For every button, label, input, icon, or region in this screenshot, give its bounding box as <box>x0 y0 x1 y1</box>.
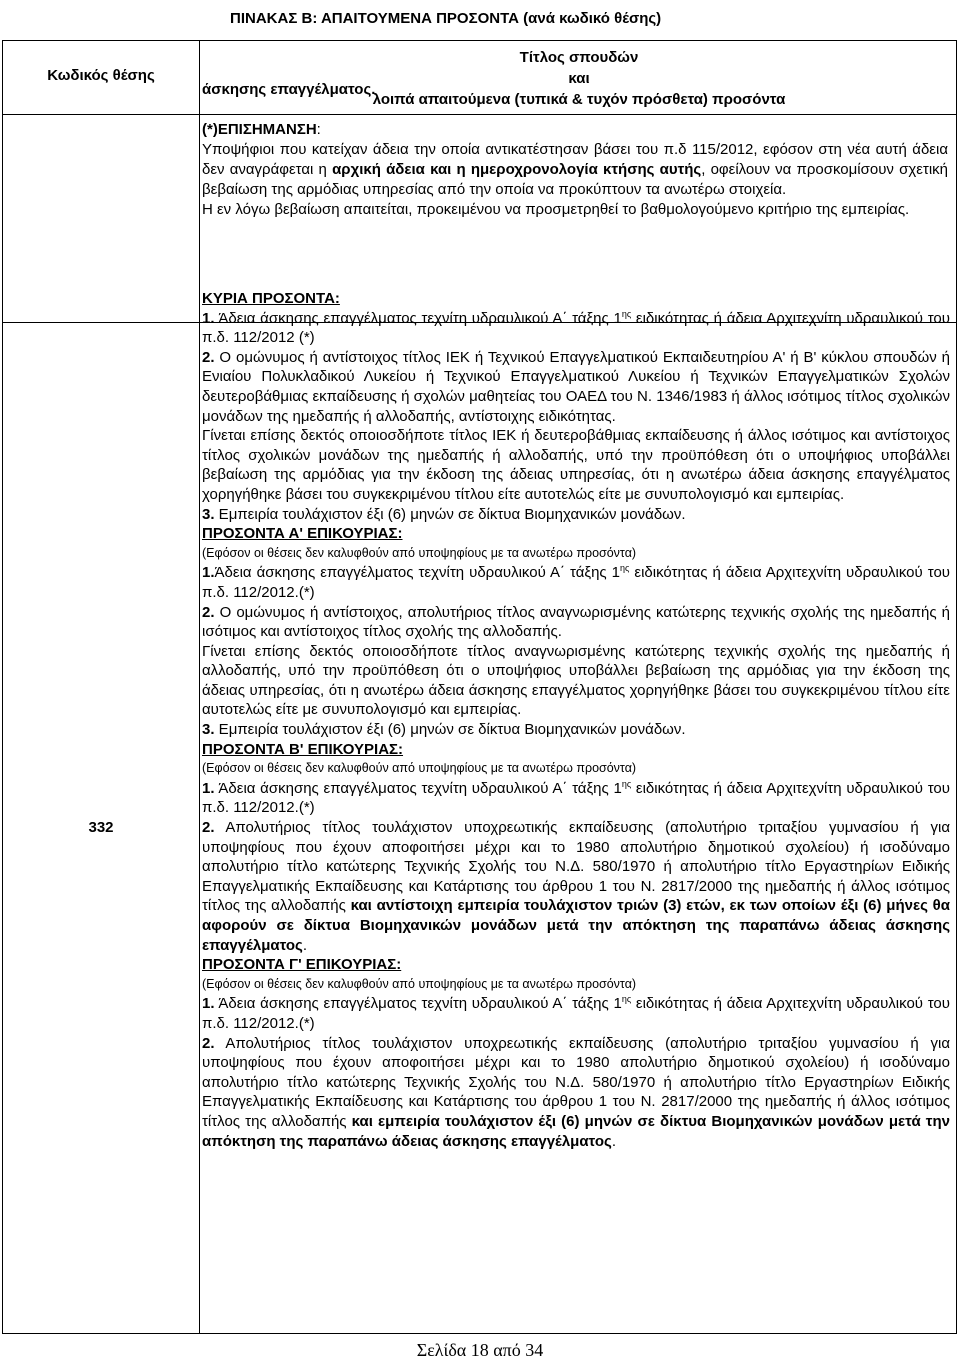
header-code-column: Κωδικός θέσης <box>47 67 155 84</box>
note-title: (*)ΕΠΙΣΗΜΑΝΣΗ: <box>202 121 321 138</box>
note-carryover-line: άσκησης επαγγέλματος. <box>202 81 376 98</box>
aux-c-item-1: 1. Άδεια άσκησης επαγγέλματος τεχνίτη υδραυλικού Α΄ τάξης $1^{\eta\varsigma}$ ειδικότητας ή άδεια Αρχιτεχνίτη υδραυλικού του π.δ. 112/2012.(*) <box>202 994 950 1032</box>
column-divider <box>199 41 200 1333</box>
position-code: 332 <box>88 819 114 836</box>
note-paragraph-2: Η εν λόγω βεβαίωση απαιτείται, προκειμένου να προσμετρηθεί το βαθμολογούμενο κριτήριο της εμπειρίας. <box>202 201 910 218</box>
aux-a-item-2-extra: Γίνεται επίσης δεκτός οποιοσδήποτε τίτλος αναγνωρισμένης κατώτερης τεχνικής σχολής της ημεδαπής ή αλλοδαπής, υπό την προϋπόθεση ότι ο υποψήφιος υποβάλλει βεβαίωση της αρμόδιας για την έκδοση της άδειας υπηρεσίας, ότι η ανωτέρω άδεια άσκησης επαγγέλματος χορηγήθηκε βάσει του συγκεκριμένου τίτλου είτε αυτοτελώς είτε με συνυπολογισμό και εμπειρίας. <box>202 642 950 719</box>
main-item-2: 2. Ο ομώνυμος ή αντίστοιχος τίτλος ΙΕΚ ή Τεχνικού Επαγγελματικού Εκπαιδευτηρίου Α' ή Β' κύκλου σπουδών ή Ενιαίου Πολυκλαδικού Λυκείου ή Τεχνικού Επαγγελματικού Λυκείου ή Τεχνικών Επαγγελματικών Σχολών δευτεροβάθμιας εκπαίδευσης ή σχολών μαθητείας του ΟΑΕΔ του Ν. 1346/1983 ή άλλος ισότιμος τίτλος σχολικών μονάδων της ημεδαπής ή αλλοδαπής, αντίστοιχης ειδικότητας. <box>202 348 950 425</box>
aux-a-title: ΠΡΟΣΟΝΤΑ Α' ΕΠΙΚΟΥΡΙΑΣ: <box>202 525 403 543</box>
main-item-3: 3. Εμπειρία τουλάχιστον έξι (6) μηνών σε δίκτυα Βιομηχανικών μονάδων. <box>202 505 686 523</box>
aux-b-item-2: 2. Απολυτήριος τίτλος τουλάχιστον υποχρεωτικής εκπαίδευσης (απολυτήριο τριταξίου γυμνασίου ή για υποψηφίους που έχουν αποφοιτήσει μέχρι και το 1980 απολυτήριο δημοτικού σχολείου) ή ισοδύναμο απολυτήριο τίτλο κατώτερης Τεχνικής Σχολής του Ν.Δ. 580/1970 ή απολυτήριο τίτλο Εργαστηρίων Ειδικής Επαγγελματικής Εκπαίδευσης και Κατάρτισης του άρθρου 1 του Ν. 2817/2000 της ημεδαπής ή άλλος ισότιμος τίτλος της αλλοδαπής και αντίστοιχη εμπειρία τουλάχιστον τριών (3) ετών, εκ των οποίων έξι (6) μήνες θα αφορούν σε δίκτυα Βιομηχανικών μονάδων μετά την απόκτηση της παραπάνω άδειας άσκησης επαγγέλματος. <box>202 819 950 954</box>
note-paragraph-1: Υποψήφιοι που κατείχαν άδεια την οποία αντικατέστησαν βάσει του π.δ 115/2012, εφόσον στη νέα αυτή άδεια δεν αναγράφεται η αρχική άδεια και η ημεροχρονολογία κτήσης αυτής, οφείλουν να προσκομίσουν σχετική βεβαίωση της αρμόδιας υπηρεσίας από την οποία να προκύπτουν τα ανωτέρω στοιχεία. <box>202 141 948 198</box>
aux-a-item-2: 2. Ο ομώνυμος ή αντίστοιχος, απολυτήριος τίτλος αναγνωρισμένης κατώτερης τεχνικής σχολής της ημεδαπής ή ισότιμος και αντίστοιχος τίτλος σχολής της αλλοδαπής. <box>202 603 950 641</box>
aux-c-note: (Εφόσον οι θέσεις δεν καλυφθούν από υποψηφίους με τα ανωτέρω προσόντα) <box>202 976 637 991</box>
table-heading: ΠΙΝΑΚΑΣ Β: ΑΠΑΙΤΟΥΜΕΝΑ ΠΡΟΣΟΝΤΑ (ανά κωδικό θέσης) <box>230 10 662 27</box>
note-block <box>202 80 948 220</box>
aux-b-title: ΠΡΟΣΟΝΤΑ Β' ΕΠΙΚΟΥΡΙΑΣ: <box>202 740 404 758</box>
aux-c-item-2: 2. Απολυτήριος τίτλος τουλάχιστον υποχρεωτικής εκπαίδευσης (απολυτήριο τριταξίου γυμνασίου ή για υποψηφίους που έχουν αποφοιτήσει μέχρι και το 1980 απολυτήριο δημοτικού σχολείου) ή ισοδύναμο απολυτήριο τίτλο κατώτερης Τεχνικής Σχολής του Ν.Δ. 580/1970 ή απολυτήριο τίτλο Εργαστηρίων Ειδικής Επαγγελματικής Εκπαίδευσης και Κατάρτισης του άρθρου 1 του Ν. 2817/2000 της ημεδαπής ή άλλος ισότιμος τίτλος της αλλοδαπής και εμπειρία τουλάχιστον έξι (6) μηνών σε δίκτυα Βιομηχανικών μονάδων μετά την απόκτηση της παραπάνω άδειας άσκησης επαγγέλματος. <box>202 1034 950 1150</box>
aux-b-item-1: 1. Άδεια άσκησης επαγγέλματος τεχνίτη υδραυλικού Α΄ τάξης $1^{\eta\varsigma}$ ειδικότητας ή άδεια Αρχιτεχνίτη υδραυλικού του π.δ. 112/2012.(*) <box>202 778 950 817</box>
page-footer: Σελίδα 18 από 34 <box>416 1340 544 1360</box>
main-item-2-extra: Γίνεται επίσης δεκτός οποιοσδήποτε τίτλος ΙΕΚ ή δευτεροβάθμιας εκπαίδευσης ή άλλος ισότιμος και αντίστοιχος τίτλος σχολικών μονάδων της ημεδαπής ή αλλοδαπής, υπό την προϋπόθεση ότι ο υποψήφιος υποβάλλει βεβαίωση της αρμόδιας για την έκδοση της άδειας υπηρεσίας, ότι η ανωτέρω άδεια άσκησης επαγγέλματος χορηγήθηκε βάσει του συγκεκριμένου τίτλου είτε αυτοτελώς είτε με συνυπολογισμό και εμπειρίας. <box>202 427 950 503</box>
aux-b-note: (Εφόσον οι θέσεις δεν καλυφθούν από υποψηφίους με τα ανωτέρω προσόντα) <box>202 761 637 776</box>
aux-c-title: ΠΡΟΣΟΝΤΑ Γ' ΕΠΙΚΟΥΡΙΑΣ: <box>202 956 402 974</box>
aux-a-item-1: 1.Άδεια άσκησης επαγγέλματος τεχνίτη υδραυλικού Α΄ τάξης $1^{\eta\varsigma}$ ειδικότητας ή άδεια Αρχιτεχνίτη υδραυλικού του π.δ. 112/2012.(*) <box>202 563 950 601</box>
aux-a-item-3: 3. Εμπειρία τουλάχιστον έξι (6) μηνών σε δίκτυα Βιομηχανικών μονάδων. <box>202 721 686 739</box>
main-item-1: 1. Άδεια άσκησης επαγγέλματος τεχνίτη υδραυλικού Α΄ τάξης $1^{\eta\varsigma}$ ειδικότητας ή άδεια Αρχιτεχνίτη υδραυλικού του π.δ. 112/2012 (*) <box>202 308 950 347</box>
qualifications-content <box>202 289 950 1151</box>
header-title-line2: και <box>568 70 590 87</box>
header-title-line3: λοιπά απαιτούμενα (τυπικά & τυχόν πρόσθετα) προσόντα <box>372 91 786 108</box>
aux-a-note: (Εφόσον οι θέσεις δεν καλυφθούν από υποψηφίους με τα ανωτέρω προσόντα) <box>202 545 637 560</box>
main-qualifications-title: ΚΥΡΙΑ ΠΡΟΣΟΝΤΑ: <box>202 290 340 307</box>
header-title-line1: Τίτλος σπουδών <box>519 49 639 66</box>
